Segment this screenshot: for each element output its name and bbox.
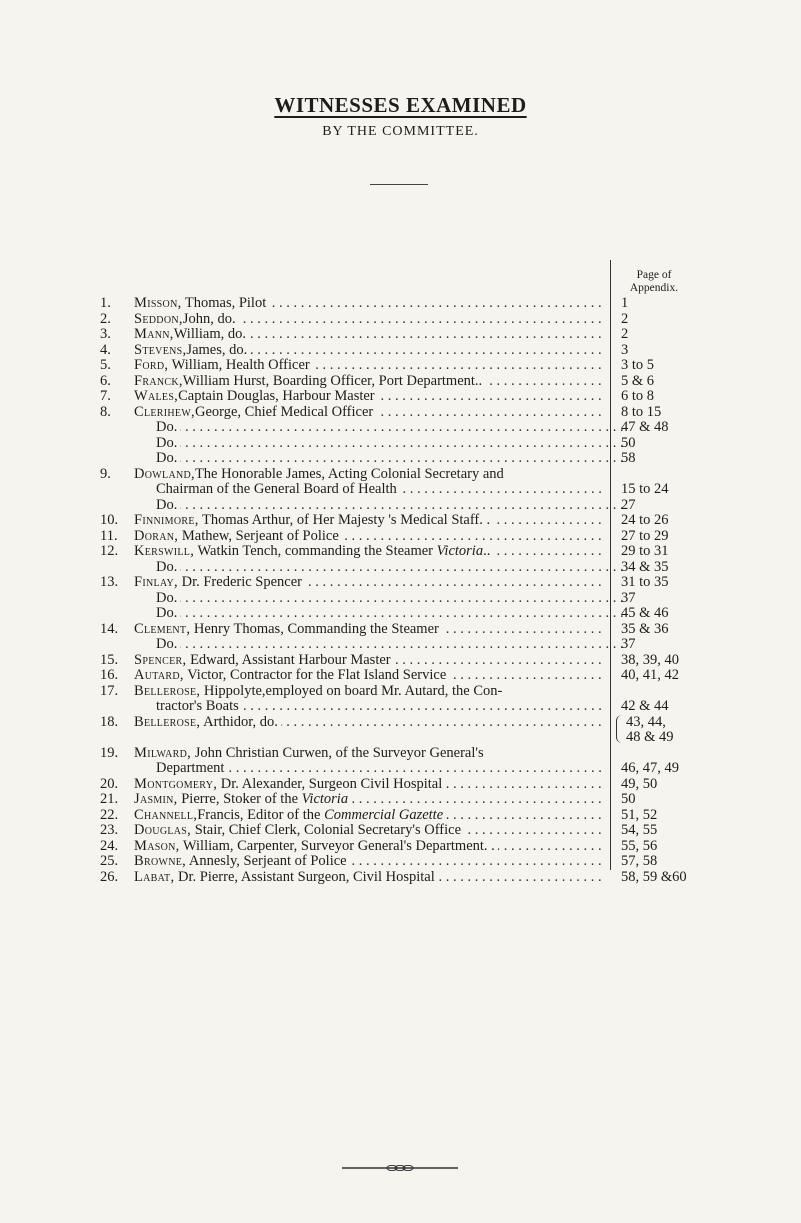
witness-ditto [156,451,624,467]
appendix-page: 47 & 48 [621,419,669,435]
appendix-page: 1 [621,295,629,311]
ditto-label: Do. [156,606,180,621]
witness-name [134,746,602,762]
witness-row [0,544,801,560]
witness-name [134,467,602,483]
witness-row [0,761,801,777]
witness-name [134,823,602,839]
italic-name: Victoria [301,792,349,807]
witness-name [134,343,602,359]
witness-text: Franck,William Hurst, Boarding Officer, Port Department.. [134,374,485,389]
witness-text: Douglas, Stair, Chief Clerk, Colonial Secretary's Office [134,823,464,838]
ditto-label: Do. [156,560,180,575]
witness-text: Mason, William, Carpenter, Surveyor General's Department. . [134,839,498,854]
entry-number: 21. [100,791,119,807]
witness-row [0,777,801,793]
witness-surname: Milward, [134,745,192,761]
appendix-page: 34 & 35 [621,558,669,575]
witness-surname: Doran, [134,528,179,544]
appendix-page: 29 to 31 [621,543,669,559]
witness-row [0,389,801,405]
appendix-page: 43, 44, [626,713,666,730]
witness-ditto [156,436,624,452]
witness-name [134,358,602,374]
witness-surname: Browne, [134,854,187,869]
witness-ditto [156,420,624,436]
witness-surname: Jasmin, [134,792,178,807]
entry-number: 2. [100,310,111,327]
appendix-page: 37 [621,589,636,606]
witness-name [134,839,602,855]
witness-text: Clement, Henry Thomas, Commanding the Steamer [134,622,442,637]
witness-continuation [156,699,602,715]
witness-ditto [156,498,624,514]
witness-text: Mann,William, do. [134,327,249,342]
appendix-page: 50 [621,434,636,451]
witness-name [134,405,602,421]
appendix-page: 27 [621,496,636,513]
ditto-label: Do. [156,436,180,451]
appendix-page: 46, 47, 49 [621,760,679,776]
witness-name [134,389,602,405]
witness-text: Finnimore, Thomas Arthur, of Her Majesty 's Medical Staff. . [134,513,493,528]
appendix-page: 49, 50 [621,775,658,792]
witness-surname: Douglas, [134,823,192,838]
witness-row [0,746,801,762]
witness-surname: Montgomery, [134,776,218,792]
ditto-label: Do. [156,591,180,606]
title-rule [370,184,428,185]
page-column-header: Page of Appendix. [629,269,679,294]
witness-surname: Bellerose, [134,683,201,699]
witness-surname: Clerihew, [134,404,195,420]
entry-number: 10. [100,512,119,528]
witness-text: Ford, William, Health Officer [134,358,313,373]
witness-surname: Dowland, [134,466,195,482]
ditto-label: Do. [156,451,180,466]
entry-number: 13. [100,574,119,590]
witness-row [0,622,801,638]
witness-ditto [156,591,624,607]
appendix-page: 6 to 8 [621,388,655,404]
witness-text: Spencer, Edward, Assistant Harbour Master [134,653,394,668]
witness-row [0,405,801,421]
witness-text: Kerswill, Watkin Tench, commanding the Steamer Victoria.. [134,544,493,559]
appendix-page: 35 & 36 [621,620,669,637]
witness-surname: Wales, [134,389,179,404]
witness-row [0,870,801,886]
witness-surname: Bellerose, [134,714,201,730]
witness-text: Doran, Mathew, Serjeant of Police [134,529,342,544]
witness-text: Wales,Captain Douglas, Harbour Master [134,389,378,404]
witness-row [0,467,801,483]
witness-surname: Channell, [134,807,198,823]
witness-name [134,513,602,529]
witness-text: Finlay, Dr. Frederic Spencer [134,575,305,590]
witness-name [134,575,602,591]
ornament-rule [342,1165,458,1171]
witness-row [0,358,801,374]
witness-row [0,839,801,855]
witness-row [0,482,801,498]
witness-name [134,312,602,328]
witness-surname: Finlay, [134,575,178,590]
appendix-page: 2 [621,326,629,342]
appendix-page: 57, 58 [621,853,658,869]
witness-text: Misson, Thomas, Pilot [134,296,269,311]
witness-row [0,808,801,824]
witness-name [134,715,602,731]
entry-number: 8. [100,403,111,420]
witness-name [134,870,602,886]
appendix-page: 3 to 5 [621,357,655,373]
witness-surname: Clement, [134,621,191,637]
witness-surname: Autard, [134,668,184,683]
page-title: WITNESSES EXAMINED [274,93,527,117]
witness-text: Dowland,The Honorable James, Acting Colonial Secretary and [134,467,507,482]
witness-name [134,808,602,824]
entry-number: 20. [100,775,119,792]
entry-number: 14. [100,620,119,637]
continuation-text: Chairman of the General Board of Health [156,482,400,497]
entry-number: 24. [100,837,119,854]
witness-row [0,575,801,591]
appendix-page: 2 [621,310,629,327]
witness-name [134,792,602,808]
witness-name [134,296,602,312]
entry-number: 7. [100,388,111,404]
continuation-text: Department [156,761,227,776]
witness-text: Browne, Annesly, Serjeant of Police [134,854,350,869]
witness-text: Bellerose, Hippolyte,employed on board Mr. Autard, the Con- [134,684,505,699]
witness-name [134,327,602,343]
appendix-page: 27 to 29 [621,527,669,544]
witness-name [134,684,602,700]
witness-surname: Mason, [134,838,180,854]
witness-ditto [156,606,624,622]
entry-number: 17. [100,682,119,699]
witness-row [0,296,801,312]
witness-text: Seddon,John, do. [134,312,239,327]
witness-row [0,529,801,545]
witness-row [0,498,801,514]
appendix-page: 40, 41, 42 [621,667,679,683]
witness-text: Milward, John Christian Curwen, of the Surveyor General's [134,746,487,761]
witness-row [0,374,801,390]
witness-row [0,823,801,839]
witness-name [134,854,602,870]
witness-row [0,699,801,715]
witness-surname: Ford, [134,358,169,373]
witness-row [0,513,801,529]
witness-row [0,312,801,328]
appendix-page: 58 [621,450,636,466]
witness-row [0,713,801,745]
witness-row [0,730,801,746]
appendix-page: 51, 52 [621,806,658,823]
entry-number: 12. [100,543,119,559]
witness-row [0,343,801,359]
appendix-page: 31 to 35 [621,574,669,590]
witness-name [134,777,602,793]
appendix-page: 45 & 46 [621,605,669,621]
appendix-page: 58, 59 &60 [621,868,687,885]
appendix-page: 5 & 6 [621,372,655,389]
entry-number: 1. [100,295,111,311]
witness-row [0,637,801,653]
witness-row [0,792,801,808]
entry-number: 26. [100,868,119,885]
entry-number: 15. [100,651,119,668]
appendix-page: 24 to 26 [621,512,669,528]
witness-row [0,420,801,436]
entry-number: 3. [100,326,111,342]
appendix-page: 3 [621,341,629,358]
entry-number: 22. [100,806,119,823]
witness-row [0,684,801,700]
witness-text: Autard, Victor, Contractor for the Flat Island Service [134,668,449,683]
witness-list [0,296,801,885]
witness-row [0,436,801,452]
witness-row [0,591,801,607]
appendix-page: 15 to 24 [621,481,669,497]
entry-number: 9. [100,465,111,482]
witness-row [0,327,801,343]
appendix-page-second: 48 & 49 [626,729,674,745]
appendix-page: 8 to 15 [621,403,662,420]
entry-number: 18. [100,713,119,730]
witness-name [134,374,602,390]
witness-row [0,668,801,684]
witness-name [134,653,602,669]
witness-row [0,606,801,622]
entry-number: 25. [100,853,119,869]
witness-name [134,544,602,560]
witness-row [0,560,801,576]
witness-surname: Labat, [134,869,175,885]
entry-number: 19. [100,744,119,761]
witness-name [134,668,602,684]
ditto-label: Do. [156,420,180,435]
ditto-label: Do. [156,498,180,513]
appendix-page: 54, 55 [621,822,658,838]
page-subtitle: BY THE COMMITTEE. [322,124,479,139]
entry-number: 6. [100,372,111,389]
witness-surname: Spencer, [134,652,187,668]
witness-surname: Stevens, [134,342,187,358]
italic-name: Victoria [436,544,484,559]
witness-surname: Franck, [134,373,183,389]
entry-number: 4. [100,341,111,358]
witness-surname: Finnimore, [134,513,199,528]
witness-surname: Kerswill, [134,544,195,559]
witness-text: Labat, Dr. Pierre, Assistant Surgeon, Civil Hospital [134,870,438,885]
witness-row [0,451,801,467]
appendix-page: 38, 39, 40 [621,651,679,668]
witness-text: Bellerose, Arthidor, do. [134,715,281,730]
witness-ditto [156,637,624,653]
witness-name [134,529,602,545]
entry-number: 11. [100,527,118,544]
witness-text: Jasmin, Pierre, Stoker of the Victoria [134,792,351,807]
entry-number: 5. [100,357,111,373]
witness-surname: Misson, [134,296,182,311]
appendix-page: 42 & 44 [621,698,669,714]
appendix-page: 55, 56 [621,837,658,854]
italic-name: Commercial Gazette [324,807,444,823]
witness-row [0,653,801,669]
appendix-page: 50 [621,791,636,807]
witness-text: Channell,Francis, Editor of the Commercial Gazette [134,808,446,823]
entry-number: 23. [100,822,119,838]
witness-text: Montgomery, Dr. Alexander, Surgeon Civil Hospital [134,777,445,792]
ditto-label: Do. [156,637,180,652]
witness-text: Stevens,James, do. [134,343,250,358]
continuation-text: tractor's Boats [156,699,242,714]
witness-continuation [156,482,602,498]
witness-ditto [156,560,624,576]
witness-continuation [156,761,602,777]
witness-name [134,622,602,638]
witness-text: Clerihew,George, Chief Medical Officer [134,405,376,420]
entry-number: 16. [100,667,119,683]
appendix-page: 37 [621,636,636,652]
witness-row [0,854,801,870]
witness-surname: Mann, [134,327,174,342]
witness-surname: Seddon, [134,311,183,327]
